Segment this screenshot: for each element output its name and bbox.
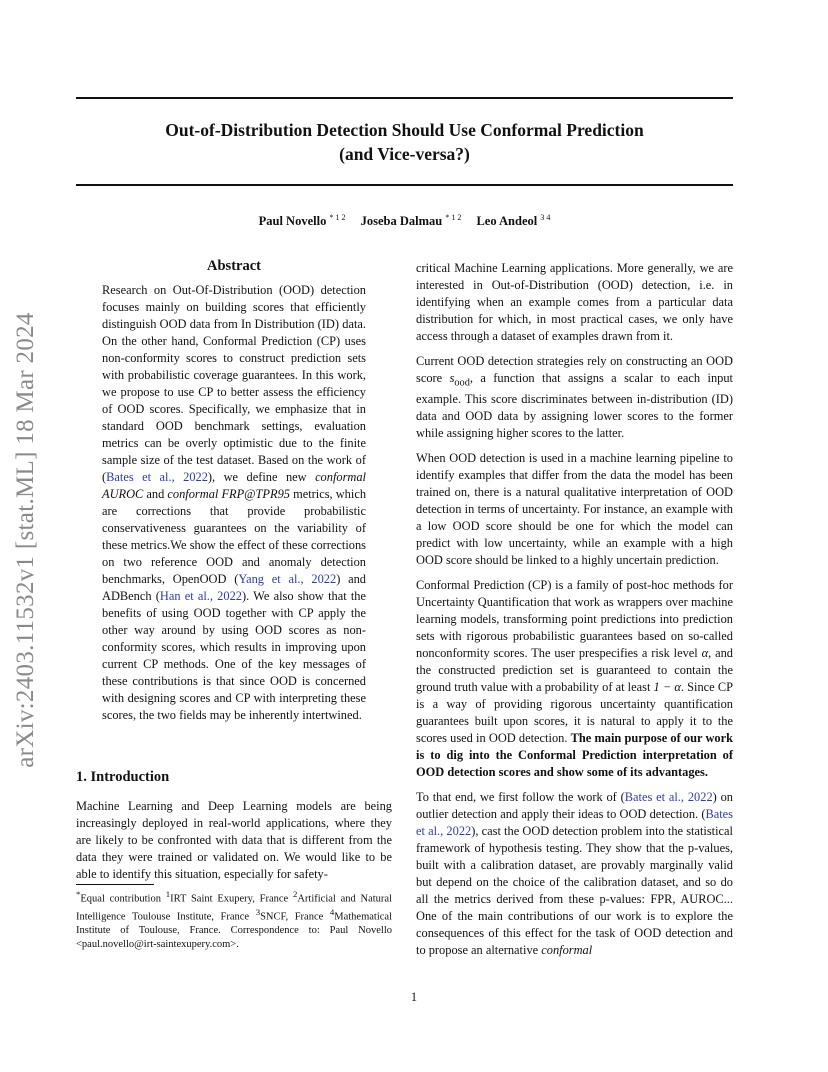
title-bottom-rule bbox=[76, 184, 733, 186]
abstract-section bbox=[102, 258, 366, 724]
author: Joseba Dalmau $^{* 1 2}$ bbox=[360, 213, 462, 229]
body-paragraph: critical Machine Learning applications. More generally, we are interested in Out-of-Distribution (OOD) detection, i.e. in identifying when an example comes from a particular data distribution for which, in most practical cases, we only have access through a dataset of examples drawn from it. bbox=[416, 261, 733, 343]
citation-link[interactable]: Yang et al., 2022 bbox=[238, 572, 337, 586]
body-paragraph: To that end, we first follow the work of (Bates et al., 2022) on outlier detection and apply their ideas to OOD detection. (Bates et al., 2022), cast the OOD detection problem into the statistical framework of hypothesis testing. They show that the p-values, built with a calibration dataset, are provably marginally valid but depend on the choice of the calibration dataset, and so do all the metrics derived from these p-values: FPR, AUROC... One of the main contributions of our work is to explore the consequences of this effect for the task of OOD detection and to propose an alternative conformal bbox=[416, 790, 734, 958]
arxiv-identifier: arXiv:2403.11532v1 [stat.ML] 18 Mar 2024 bbox=[12, 312, 39, 768]
author-affiliation-marks: * 1 2 bbox=[329, 213, 346, 222]
citation-link[interactable]: Bates et al., 2022 bbox=[106, 470, 208, 484]
body-paragraph: Conformal Prediction (CP) is a family of post-hoc methods for Uncertainty Quantification that work as wrappers over machine learning models, transforming point predictions into prediction sets with rigorous probabilistic guarantees based on so-called nonconformity scores. The user prespecifies a risk level α, and the constructed prediction set is guaranteed to contain the ground truth value with a probability of at least 1 − α. Since CP is a way of providing rigorous uncertainty quantification guarantees built upon scores, it is natural to apply it to the scores used in OOD detection. The main purpose of our work is to dig into the Conformal Prediction interpretation of OOD detection scores and show some of its advantages. bbox=[416, 578, 733, 780]
right-column bbox=[416, 260, 733, 967]
author: Paul Novello $^{* 1 2}$ bbox=[258, 213, 346, 229]
footnote: *Equal contribution $^1$IRT Saint Exupery, France $^2$Artificial and Natural Intelligence Toulouse Institute, France $^3$SNCF, France $^4$Mathematical Institute of Toulouse, France. Correspondence to: Paul Novello <paul.novello@irt-saintexupery.com>. bbox=[76, 884, 392, 951]
citation-link[interactable]: Bates et al., 2022 bbox=[416, 807, 733, 839]
paper-title bbox=[76, 118, 733, 166]
intro-paragraph: Machine Learning and Deep Learning models are being increasingly deployed in real-world applications, where they are likely to be confronted with data that is different from the data they were trained or validated on. We would like to be able to identify this situation, especially for safety- bbox=[76, 799, 392, 881]
body-paragraph: When OOD detection is used in a machine learning pipeline to identify examples that differ from the data the model has been trained on, there is a natural qualitative interpretation of OOD detection in terms of uncertainty. For instance, an example with a low OOD score should be one for which the model can predict with low uncertainty, while an example with a high OOD score should be linked to a highly uncertain prediction. bbox=[416, 451, 733, 568]
citation-link[interactable]: Bates et al., 2022 bbox=[624, 790, 713, 805]
introduction-section bbox=[76, 769, 392, 883]
section-heading: 1. Introduction bbox=[76, 769, 170, 785]
body-paragraph: Current OOD detection strategies rely on constructing an OOD score $s_{ood}$, a function that assigns a scalar to each input example. This score discriminates between in-distribution (ID) data and OOD data by assigning lower scores to the former while assigning higher scores to the latter. bbox=[416, 354, 733, 441]
author-affiliation-marks: 3 4 bbox=[540, 213, 551, 222]
author-list bbox=[76, 213, 733, 229]
footnote-rule bbox=[76, 884, 154, 885]
title-line-1: Out-of-Distribution Detection Should Use Conformal Prediction bbox=[165, 120, 644, 140]
author: Leo Andeol $^{3 4}$ bbox=[476, 213, 551, 229]
title-top-rule bbox=[76, 97, 733, 99]
author-affiliation-marks: * 1 2 bbox=[445, 213, 462, 222]
abstract-heading: Abstract bbox=[207, 258, 261, 274]
page-number: 1 bbox=[410, 990, 418, 1004]
citation-link[interactable]: Han et al., 2022 bbox=[159, 589, 242, 603]
abstract-text: Research on Out-Of-Distribution (OOD) detection focuses mainly on building scores that efficiently distinguish OOD data from In Distribution (ID) data. On the other hand, Conformal Prediction (CP) uses non-conformity scores to construct prediction sets with probabilistic coverage guarantees. In this work, we propose to use CP to better assess the efficiency of OOD scores. Specifically, we emphasize that in standard OOD benchmark settings, evaluation metrics can be overly optimistic due to the finite sample size of the test dataset. Based on the work of (Bates et al., 2022), we define new conformal AUROC and conformal FRP@TPR95 metrics, which are corrections that provide probabilistic conservativeness guarantees on the variability of these metrics.We show the effect of these corrections on two reference OOD and anomaly detection benchmarks, OpenOOD (Yang et al., 2022) and ADBench (Han et al., 2022). We also show that the benefits of using OOD together with CP apply the other way around by using OOD scores as non-conformity scores, which results in improving upon current CP methods. One of the key messages of these contributions is that since OOD is concerned with designing scores and CP with interpreting these scores, the two fields may be inherently intertwined. bbox=[102, 283, 367, 722]
title-line-2: (and Vice-versa?) bbox=[339, 144, 470, 164]
